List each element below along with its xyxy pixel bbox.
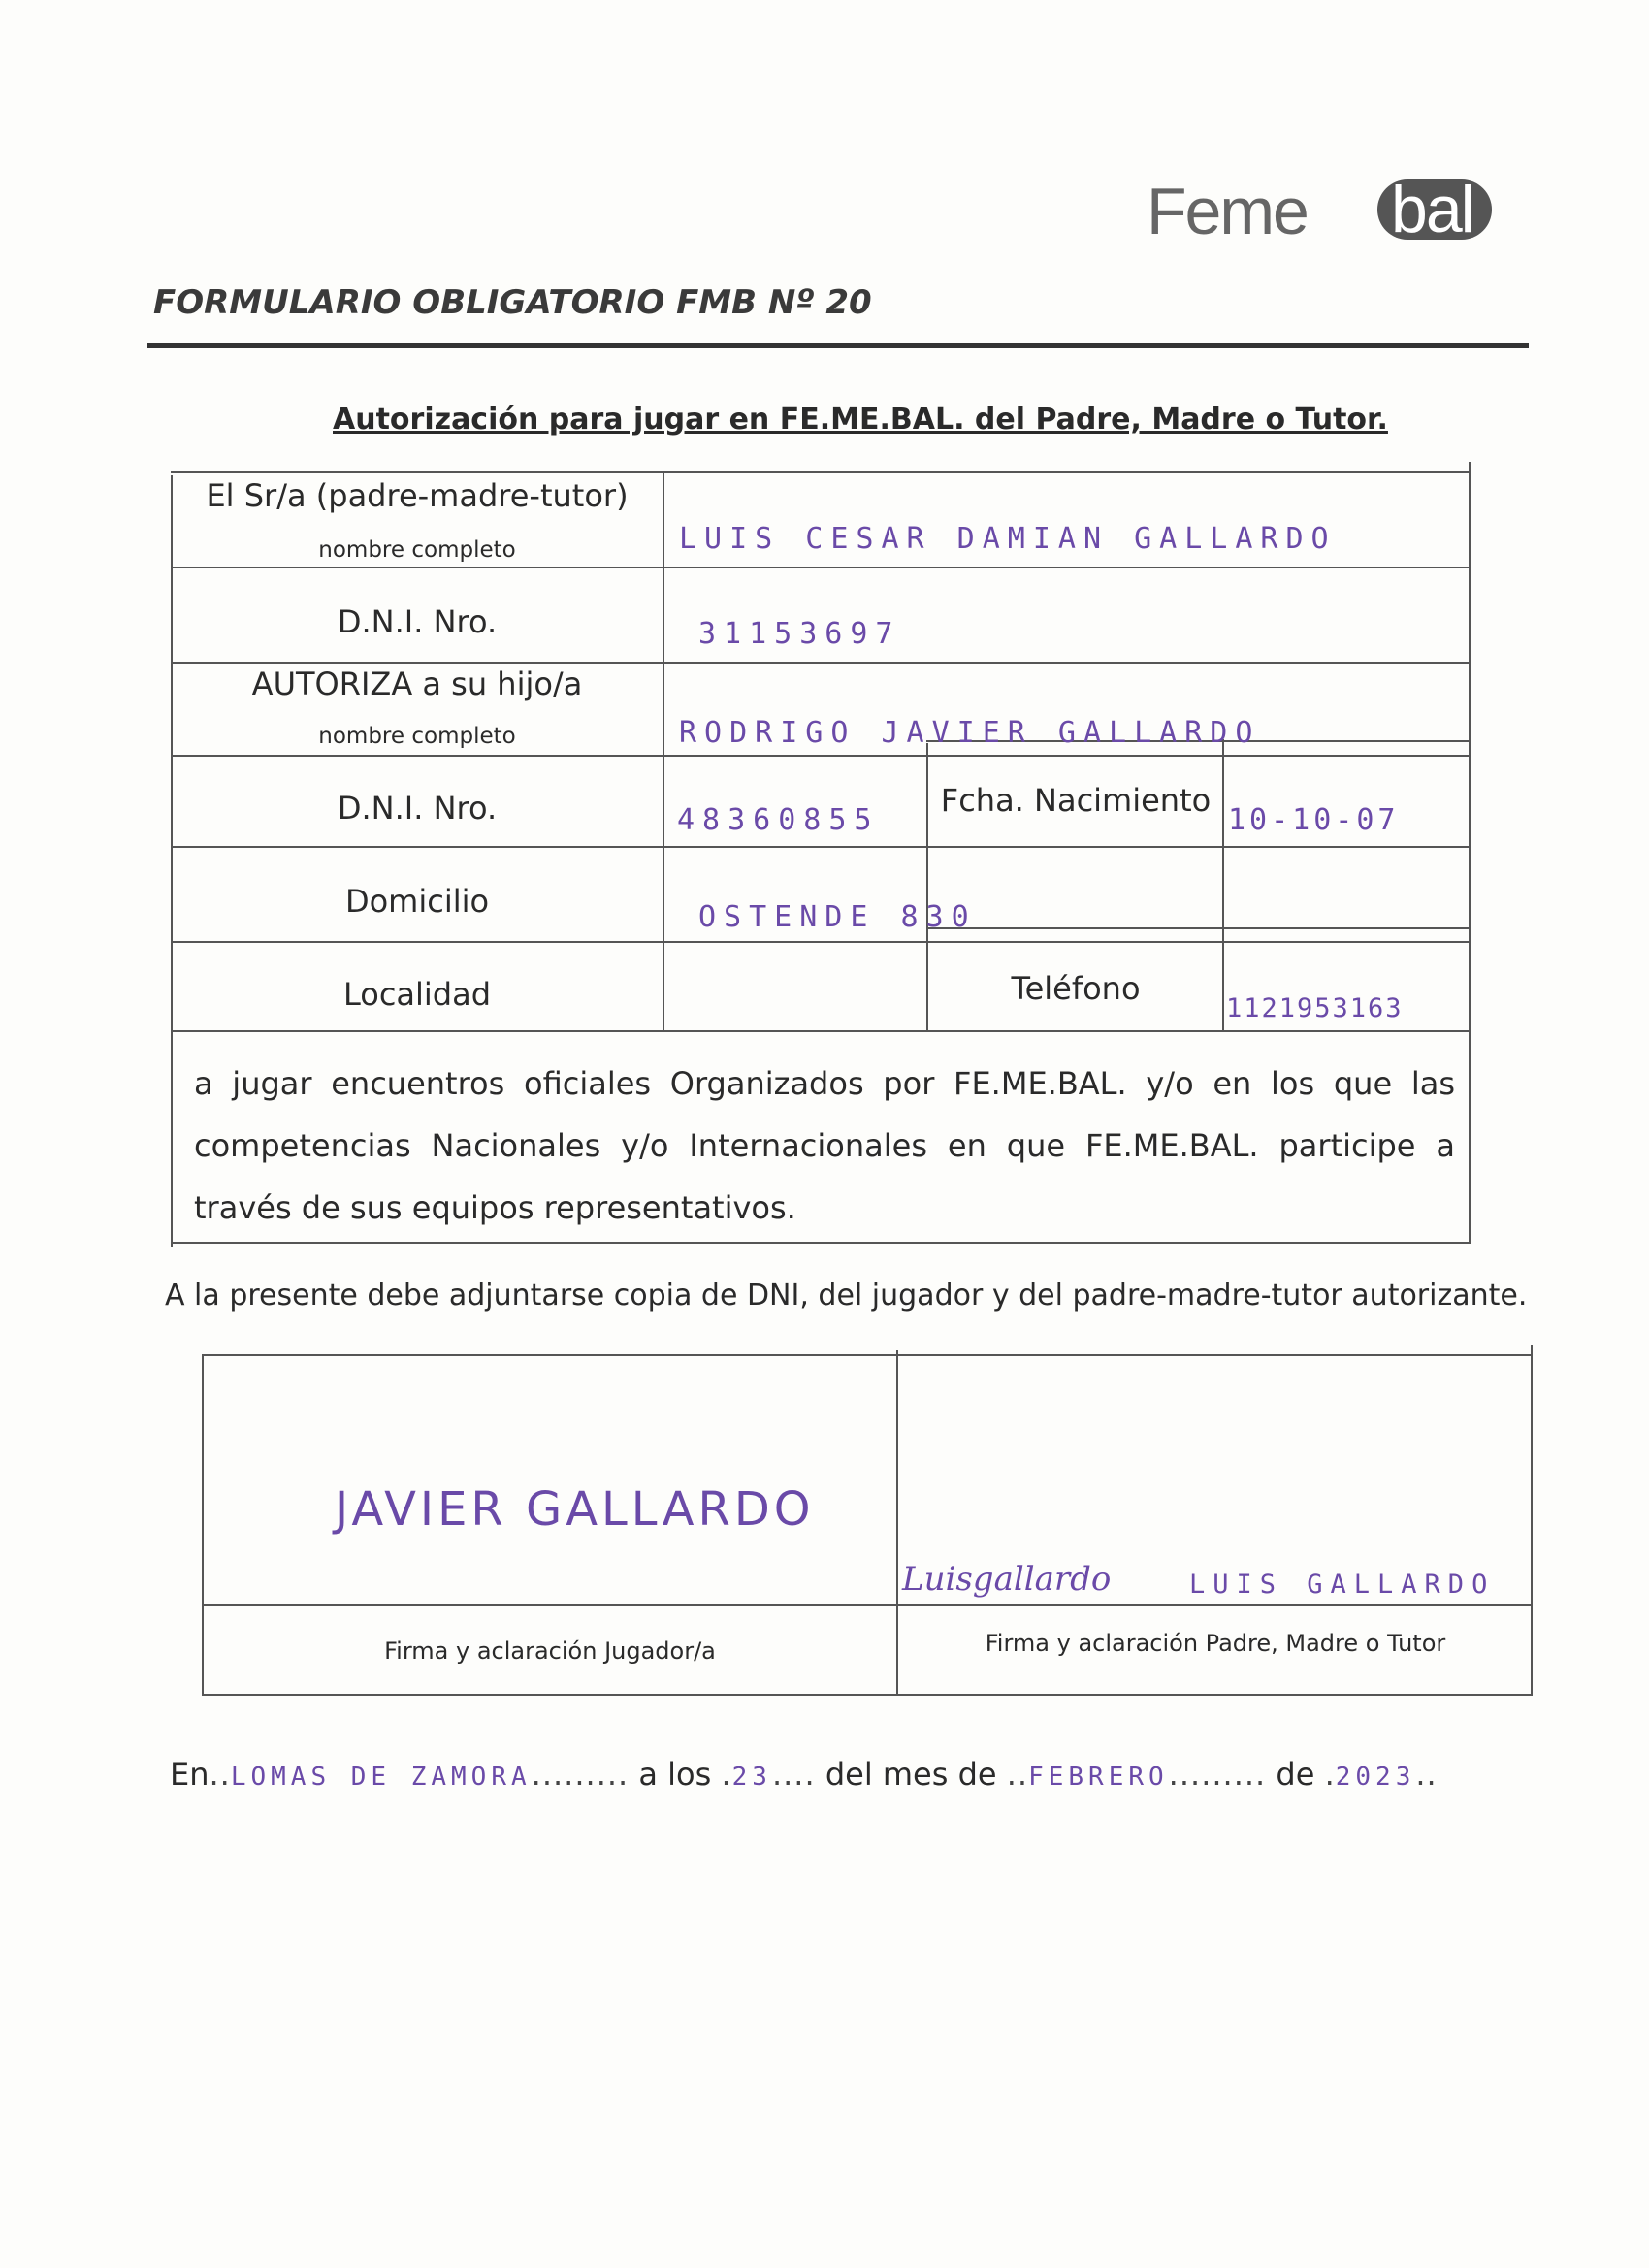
birth-date-field[interactable]: 10-10-07 [1228, 803, 1400, 837]
phone-label: Teléfono [1011, 970, 1141, 1007]
tutor-signature: LUIS GALLARDO [1189, 1570, 1496, 1600]
phone-field[interactable]: 1121953163 [1226, 993, 1404, 1023]
child-label: AUTORIZA a su hijo/a [251, 665, 583, 702]
child-sublabel: nombre completo [318, 724, 516, 749]
month-field[interactable]: FEBRERO [1028, 1763, 1169, 1792]
parent-dni-label: D.N.I. Nro. [337, 603, 498, 640]
del-mes-de-label: del mes de [824, 1756, 997, 1793]
a-los-label: a los [638, 1756, 712, 1793]
address-label: Domicilio [344, 883, 490, 920]
form-subtitle: Autorización para jugar en FE.ME.BAL. del Padre, Madre o Tutor. [333, 403, 1388, 437]
logo-pill: bal [1377, 179, 1492, 240]
parent-name-field[interactable]: LUIS CESAR DAMIAN GALLARDO [679, 522, 1337, 556]
de-label: de [1276, 1756, 1315, 1793]
tutor-handwritten-signature: Luisgallardo [902, 1560, 1112, 1599]
year-field[interactable]: 2023 [1335, 1763, 1416, 1792]
title-rule [147, 343, 1529, 348]
femebal-logo [1147, 170, 1515, 247]
logo-text: Feme [1147, 175, 1308, 248]
child-dni-label: D.N.I. Nro. [337, 790, 498, 826]
parent-dni-field[interactable]: 31153697 [698, 617, 901, 651]
place-field[interactable]: LOMAS DE ZAMORA [230, 1763, 532, 1792]
authorization-text: a jugar encuentros oficiales Organizados por FE.ME.BAL. y/o en los que las competencias Nacionales y/o Internacionales en que FE.ME.BAL. participe a través de sus equipos representativos. [194, 1065, 1455, 1226]
locality-label: Localidad [342, 976, 492, 1013]
address-field[interactable]: OSTENDE 830 [698, 900, 977, 934]
player-signature-label: Firma y aclaración Jugador/a [384, 1637, 716, 1665]
parent-label: El Sr/a (padre-madre-tutor) [206, 477, 629, 514]
place-date-line: En..LOMAS DE ZAMORA......... a los .23.... del mes de ..FEBRERO......... de .2023.. [170, 1756, 1438, 1793]
child-dni-field[interactable]: 48360855 [677, 803, 880, 837]
locality-field[interactable] [677, 980, 920, 1019]
tutor-signature-label: Firma y aclaración Padre, Madre o Tutor [985, 1630, 1446, 1657]
birth-label: Fcha. Nacimiento [940, 782, 1212, 819]
day-field[interactable]: 23 [731, 1763, 772, 1792]
place-prefix: En [170, 1756, 210, 1793]
child-name-field[interactable]: RODRIGO JAVIER GALLARDO [679, 716, 1261, 750]
form-title: FORMULARIO OBLIGATORIO FMB Nº 20 [153, 283, 872, 322]
player-signature: JAVIER GALLARDO [335, 1482, 815, 1537]
parent-sublabel: nombre completo [318, 537, 516, 563]
attachment-note: A la presente debe adjuntarse copia de DNI, del jugador y del padre-madre-tutor autorizante. [165, 1279, 1528, 1312]
